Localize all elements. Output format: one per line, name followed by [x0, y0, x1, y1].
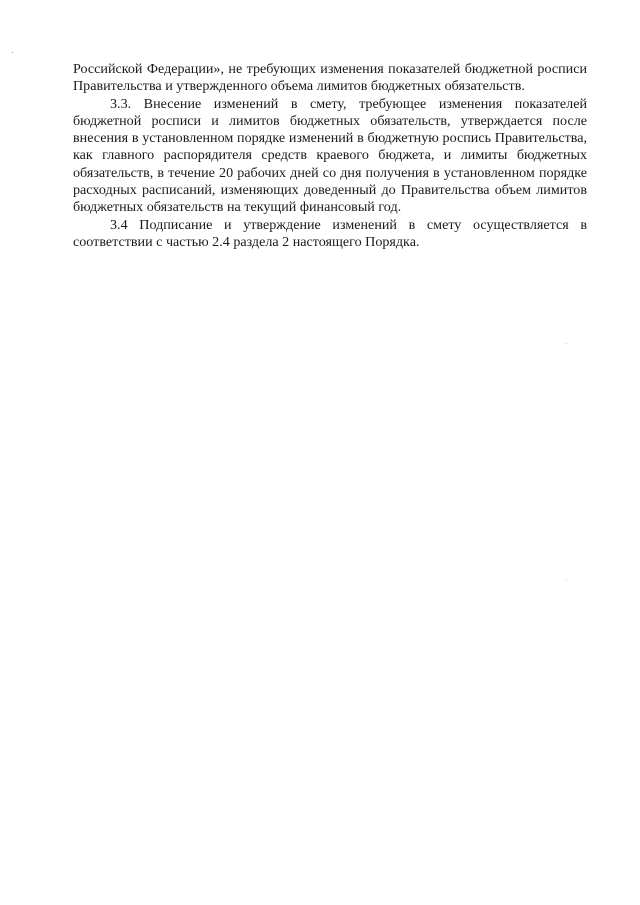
paragraph-continuation: Российской Федерации», не требующих изменения показателей бюджетной росписи Правительства и утвержденного объема лимитов бюджетных обязательств.: [73, 61, 587, 95]
paragraph-clause-3-4: 3.4 Подписание и утверждение изменений в смету осуществляется в соответствии с частью 2.4 раздела 2 настоящего Порядка.: [73, 216, 587, 250]
paragraph-clause-3-3: 3.3. Внесение изменений в смету, требующее изменения показателей бюджетной росписи и лимитов бюджетных обязательств, утверждается после внесения в установленном порядке изменений в бюджетную роспись Правительства, как главного распорядителя средств краевого бюджета, и лимиты бюджетных обязательств, в течение 20 рабочих дней со дня получения в установленном порядке расходных расписаний, изменяющих доведенный до Правительства объем лимитов бюджетных обязательств на текущий финансовый год.: [73, 95, 587, 216]
document-body: [73, 61, 587, 251]
scan-speck: [12, 52, 13, 53]
scan-speck: [566, 343, 567, 344]
scan-speck: [566, 580, 567, 581]
